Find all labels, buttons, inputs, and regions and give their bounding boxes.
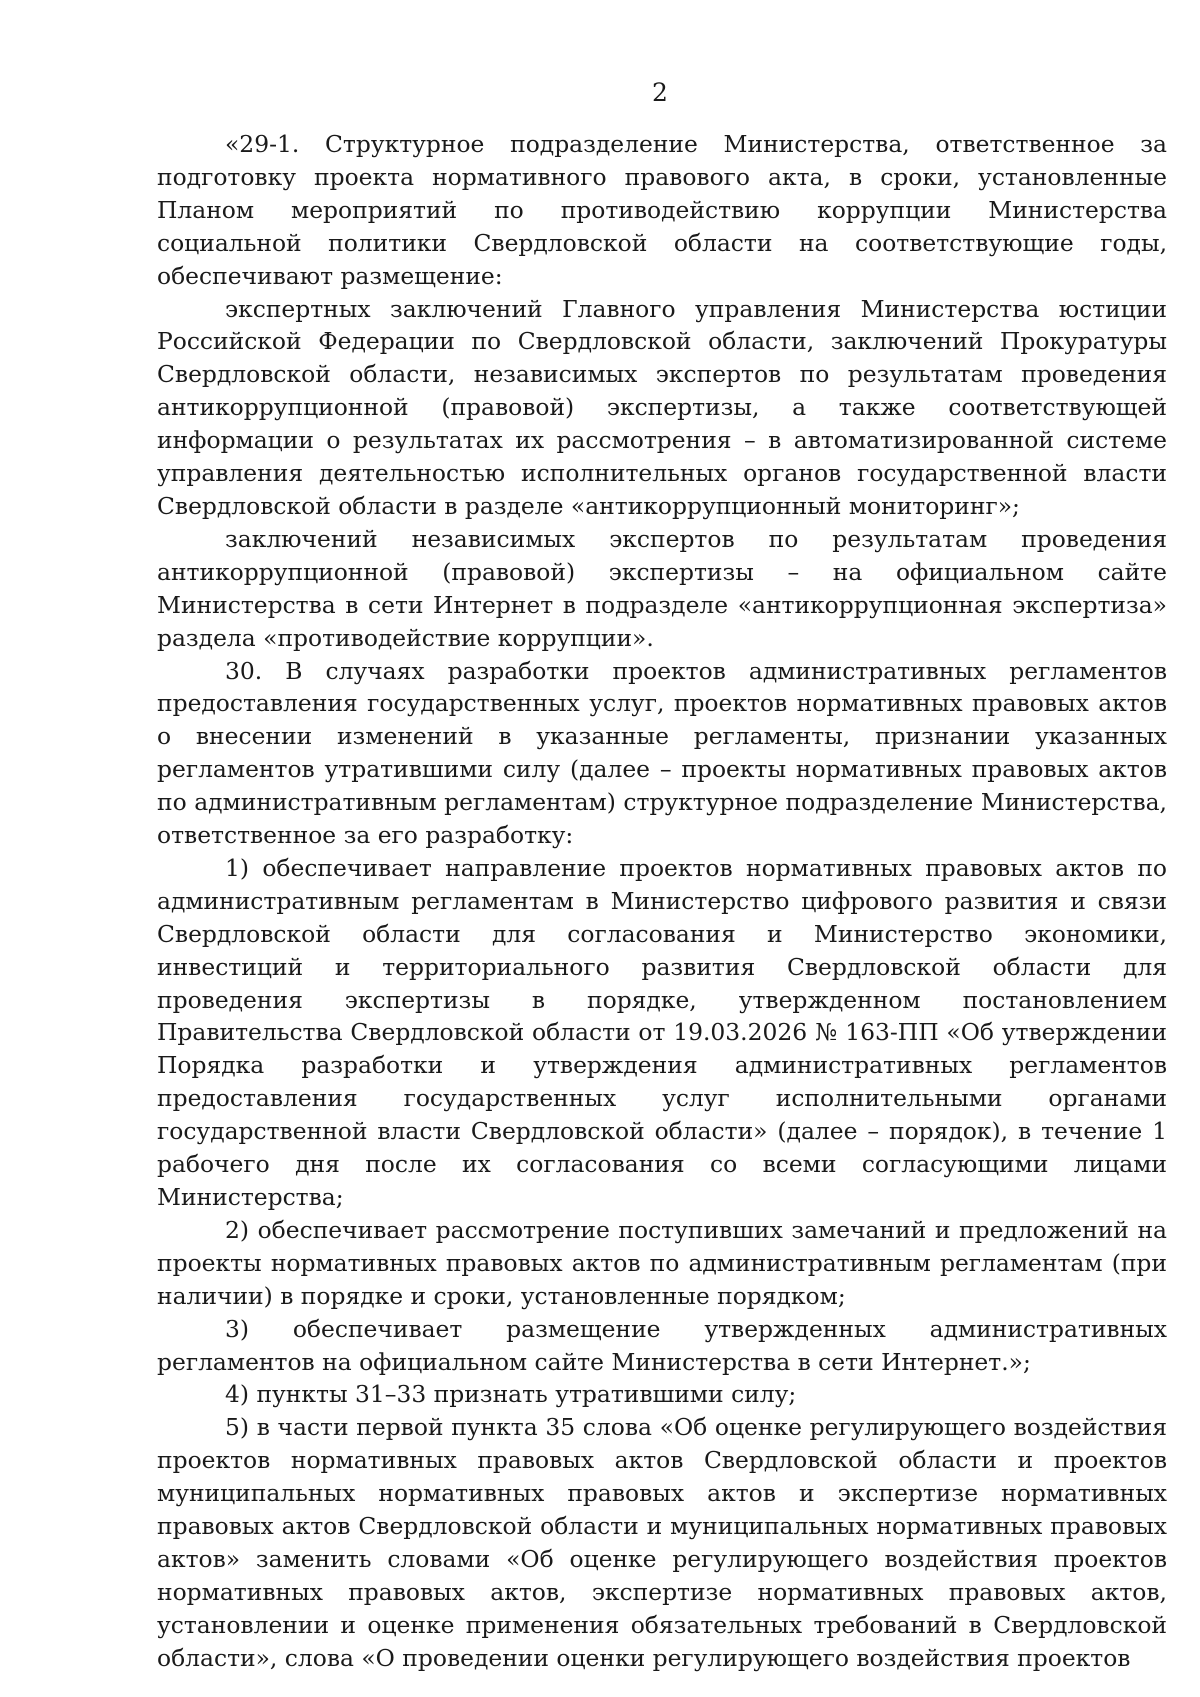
page-number: 2 bbox=[652, 78, 668, 107]
paragraph-expert-conclusions: экспертных заключений Главного управления Министерства юстиции Российской Федерации по Свердловской области, заключений Прокуратуры Свердловской области, независимых экспертов по результатам проведения антикоррупционной (правовой) экспертизы, а также соответствующей информации о результатах их рассмотрения – в автоматизированной системе управления деятельностью исполнительных органов государственной власти Свердловской области в разделе «антикоррупционный мониторинг»; bbox=[157, 294, 1167, 520]
paragraph-item-5: 5) в части первой пункта 35 слова «Об оценке регулирующего воздействия проектов нормативных правовых актов Свердловской области и проектов муниципальных нормативных правовых актов и экспертизе нормативных правовых актов Свердловской области и муниципальных нормативных правовых актов» заменить словами «Об оценке регулирующего воздействия проектов нормативных правовых актов, экспертизе нормативных правовых актов, установлении и оценке применения обязательных требований в Свердловской области», слова «О проведении оценки регулирующего воздействия проектов bbox=[157, 1413, 1167, 1672]
paragraph-item-3: 3) обеспечивает размещение утвержденных административных регламентов на официальном сайте Министерства в сети Интернет.»; bbox=[157, 1314, 1167, 1376]
paragraph-item-1: 1) обеспечивает направление проектов нормативных правовых актов по административным регламентам в Министерство цифрового развития и связи Свердловской области для согласования и Министерство экономики, инвестиций и территориального развития Свердловской области для проведения экспертизы в порядке, утвержденном постановлением Правительства Свердловской области от 19.03.2026 № 163-ПП «Об утверждении Порядка разработки и утверждения административных регламентов предоставления государственных услуг исполнительными органами государственной власти Свердловской области» (далее – порядок), в течение 1 рабочего дня после их согласования со всеми согласующими лицами Министерства; bbox=[157, 853, 1167, 1211]
paragraph-independent-experts: заключений независимых экспертов по результатам проведения антикоррупционной (правовой) экспертизы – на официальном сайте Министерства в сети Интернет в подразделе «антикоррупционная экспертиза» раздела «противодействие коррупции». bbox=[157, 524, 1167, 652]
document-body bbox=[157, 128, 1167, 1675]
paragraph-item-4: 4) пункты 31–33 признать утратившими силу; bbox=[225, 1380, 797, 1409]
paragraph-30: 30. В случаях разработки проектов административных регламентов предоставления государственных услуг, проектов нормативных правовых актов о внесении изменений в указанные регламенты, признании указанных регламентов утратившими силу (далее – проекты нормативных правовых актов по административным регламентам) структурное подразделение Министерства, ответственное за его разработку: bbox=[157, 656, 1167, 850]
paragraph-item-2: 2) обеспечивает рассмотрение поступивших замечаний и предложений на проекты нормативных правовых актов по административным регламентам (при наличии) в порядке и сроки, установленные порядком; bbox=[157, 1215, 1167, 1310]
paragraph-29-1: «29-1. Структурное подразделение Министерства, ответственное за подготовку проекта нормативного правового акта, в сроки, установленные Планом мероприятий по противодействию коррупции Министерства социальной политики Свердловской области на соответствующие годы, обеспечивают размещение: bbox=[157, 130, 1167, 290]
